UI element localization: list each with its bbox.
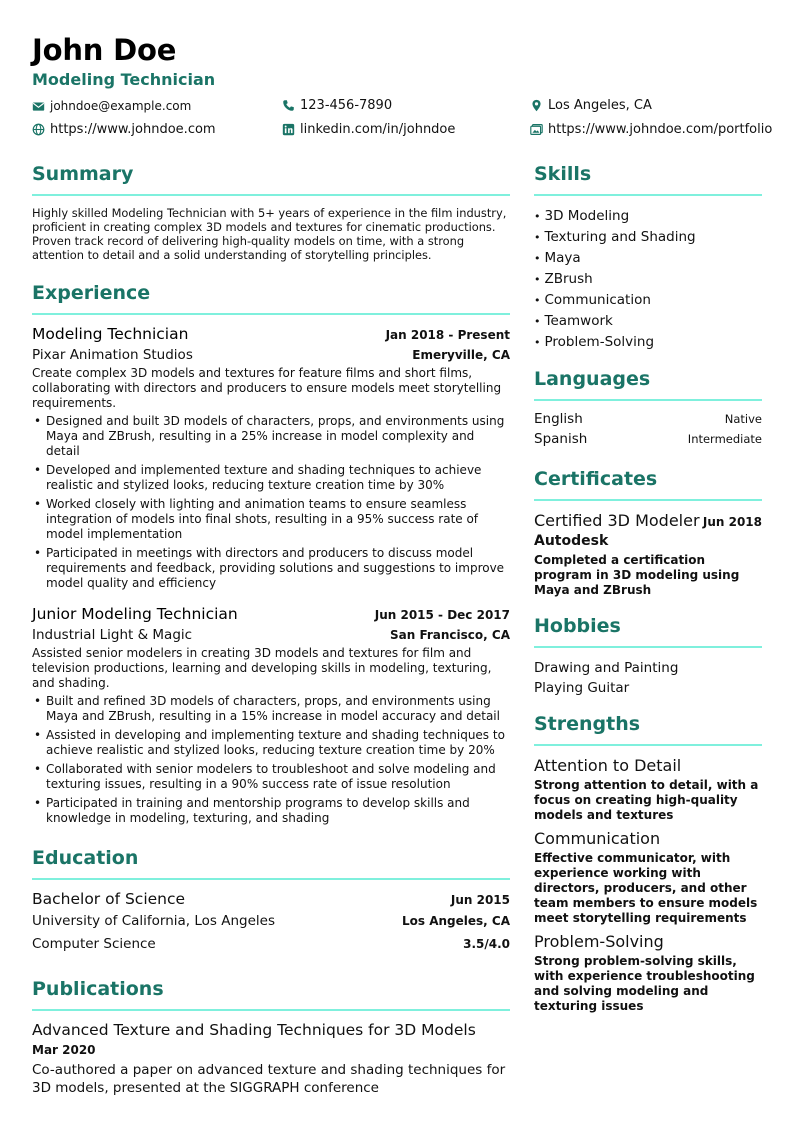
job-location: Emeryville, CA	[412, 348, 510, 362]
education-location: Los Angeles, CA	[402, 914, 510, 928]
section-divider	[32, 313, 510, 315]
section-divider	[534, 646, 762, 648]
section-divider	[32, 878, 510, 880]
section-title: Hobbies	[534, 615, 621, 637]
website-text: https://www.johndoe.com	[50, 122, 216, 137]
education-school: University of California, Los Angeles	[32, 913, 276, 929]
section-title: Skills	[534, 163, 592, 185]
certificate-description: Completed a certification program in 3D modeling using Maya and ZBrush	[534, 553, 740, 597]
publication-title: Advanced Texture and Shading Techniques for 3D Models	[32, 1021, 476, 1039]
certificate-date: Jun 2018	[702, 515, 762, 529]
section-title: Summary	[32, 163, 134, 185]
left-column	[32, 160, 510, 1097]
list-item: • Problem-Solving	[534, 334, 655, 350]
section-divider	[534, 399, 762, 401]
certificates-section	[534, 465, 762, 598]
job-title: Junior Modeling Technician	[32, 605, 238, 623]
skill-label: Texturing and Shading	[544, 229, 696, 245]
section-divider	[534, 744, 762, 746]
skill-label: Maya	[544, 250, 581, 266]
section-title: Strengths	[534, 713, 641, 735]
list-item: • Participated in training and mentorship programs to develop skills and knowledge in modeling, texturing, and shading	[32, 796, 510, 826]
summary-section	[32, 160, 510, 262]
strength-title: Communication	[534, 829, 661, 848]
job-entry	[32, 605, 510, 826]
email-text: johndoe@example.com	[50, 99, 192, 113]
section-divider	[32, 194, 510, 196]
contact-email[interactable]	[32, 99, 191, 113]
job-company: Industrial Light & Magic	[32, 627, 193, 643]
skill-label: ZBrush	[544, 271, 593, 287]
strength-description: Strong problem-solving skills, with experience troubleshooting and solving modeling and texturing issues	[534, 954, 755, 1013]
list-item: • Teamwork	[534, 313, 613, 329]
skills-list	[534, 206, 762, 353]
skill-label: 3D Modeling	[544, 208, 630, 224]
section-title: Experience	[32, 282, 151, 304]
candidate-name: John Doe	[32, 33, 177, 67]
language-level: Intermediate	[687, 432, 762, 446]
job-description: Create complex 3D models and textures for feature films and short films, collaborating with directors and producers to ensure models meet storytelling requirements.	[32, 366, 502, 410]
education-section	[32, 844, 510, 959]
education-field: Computer Science	[32, 936, 156, 952]
certificate-issuer: Autodesk	[534, 533, 609, 549]
hobbies-section	[534, 612, 762, 698]
list-item: • Designed and built 3D models of characters, props, and environments using Maya and ZBrush, resulting in a 25% increase in model complexity and detail	[32, 414, 510, 459]
language-row	[534, 431, 762, 451]
publications-section	[32, 975, 510, 1097]
hobby-item: Drawing and Painting	[534, 660, 679, 676]
contact-linkedin[interactable]	[282, 122, 455, 137]
location-text: Los Angeles, CA	[548, 98, 652, 113]
list-item: • ZBrush	[534, 271, 593, 287]
section-divider	[534, 194, 762, 196]
job-bullets	[32, 694, 510, 826]
hobby-item: Playing Guitar	[534, 680, 630, 696]
education-date: Jun 2015	[450, 893, 510, 907]
list-item: • Maya	[534, 250, 581, 266]
phone-text: 123-456-7890	[300, 98, 393, 113]
language-name: Spanish	[534, 431, 588, 447]
map-pin-icon	[530, 99, 543, 112]
job-company: Pixar Animation Studios	[32, 347, 193, 363]
job-location: San Francisco, CA	[389, 628, 510, 642]
experience-section	[32, 279, 510, 826]
contact-location	[530, 98, 652, 113]
language-row	[534, 411, 762, 431]
envelope-icon	[32, 100, 45, 113]
job-title: Modeling Technician	[32, 325, 189, 343]
section-divider	[534, 499, 762, 501]
publication-date: Mar 2020	[32, 1043, 96, 1057]
section-title: Languages	[534, 368, 651, 390]
strength-title: Attention to Detail	[534, 756, 682, 775]
list-item: • Participated in meetings with directors and producers to discuss model requirements and feedback, providing solutions and suggestions to improve model quality and efficiency	[32, 546, 510, 591]
candidate-role: Modeling Technician	[32, 70, 216, 89]
job-date: Jan 2018 - Present	[385, 328, 510, 342]
phone-icon	[282, 99, 295, 112]
strength-title: Problem-Solving	[534, 932, 664, 951]
skill-label: Problem-Solving	[544, 334, 655, 350]
globe-icon	[32, 123, 45, 136]
education-gpa: 3.5/4.0	[463, 937, 510, 951]
publication-description: Co-authored a paper on advanced texture and shading techniques for 3D models, presented at the SIGGRAPH conference	[32, 1062, 506, 1096]
strength-description: Strong attention to detail, with a focus on creating high-quality models and textures	[534, 778, 759, 822]
publication-entry	[32, 1021, 510, 1097]
language-name: English	[534, 411, 583, 427]
linkedin-icon	[282, 123, 295, 136]
contact-portfolio[interactable]	[530, 122, 772, 137]
job-entry	[32, 325, 510, 591]
languages-section	[534, 365, 762, 451]
section-title: Publications	[32, 978, 164, 1000]
skills-section	[534, 160, 762, 353]
language-level: Native	[724, 412, 762, 426]
strength-description: Effective communicator, with experience working with directors, producers, and other team members to ensure models meet storytelling requirements	[534, 851, 758, 925]
list-item: • Worked closely with lighting and animation teams to ensure seamless integration of models into final shots, resulting in a 95% success rate of model implementation	[32, 497, 510, 542]
list-item: • Collaborated with senior modelers to troubleshoot and solve modeling and texturing issues, resulting in a 90% success rate of issue resolution	[32, 762, 510, 792]
strengths-section	[534, 710, 762, 1014]
section-divider	[32, 1009, 510, 1011]
skill-label: Communication	[544, 292, 651, 308]
list-item: • Communication	[534, 292, 651, 308]
section-title: Certificates	[534, 468, 658, 490]
list-item: • Assisted in developing and implementing texture and shading techniques to achieve realistic and stylized looks, reducing texture creation time by 20%	[32, 728, 510, 758]
job-description: Assisted senior modelers in creating 3D models and textures for film and television productions, learning and developing skills in modeling, texturing, and shading.	[32, 646, 492, 690]
summary-text: Highly skilled Modeling Technician with 5+ years of experience in the film industry, proficient in creating complex 3D models and textures for cinematic productions. Proven track record of delivering high-quality models on time, with a strong attention to detail and a solid understanding of storytelling principles.	[32, 206, 507, 262]
job-date: Jun 2015 - Dec 2017	[374, 608, 510, 622]
list-item: • Texturing and Shading	[534, 229, 696, 245]
section-title: Education	[32, 847, 139, 869]
contact-website[interactable]	[32, 122, 216, 137]
portfolio-text: https://www.johndoe.com/portfolio	[548, 122, 773, 137]
list-item: • Built and refined 3D models of characters, props, and environments using Maya and ZBrush, resulting in a 15% increase in model accuracy and detail	[32, 694, 510, 724]
skill-label: Teamwork	[544, 313, 613, 329]
right-column	[534, 160, 762, 1020]
list-item: • Developed and implemented texture and shading techniques to achieve realistic and stylized looks, reducing texture creation time by 30%	[32, 463, 510, 493]
linkedin-text: linkedin.com/in/johndoe	[300, 122, 456, 137]
list-item: • 3D Modeling	[534, 208, 630, 224]
job-bullets	[32, 414, 510, 591]
certificate-title: Certified 3D Modeler	[534, 511, 700, 530]
education-degree: Bachelor of Science	[32, 890, 186, 908]
portfolio-icon	[530, 123, 543, 136]
contact-phone[interactable]	[282, 98, 392, 113]
